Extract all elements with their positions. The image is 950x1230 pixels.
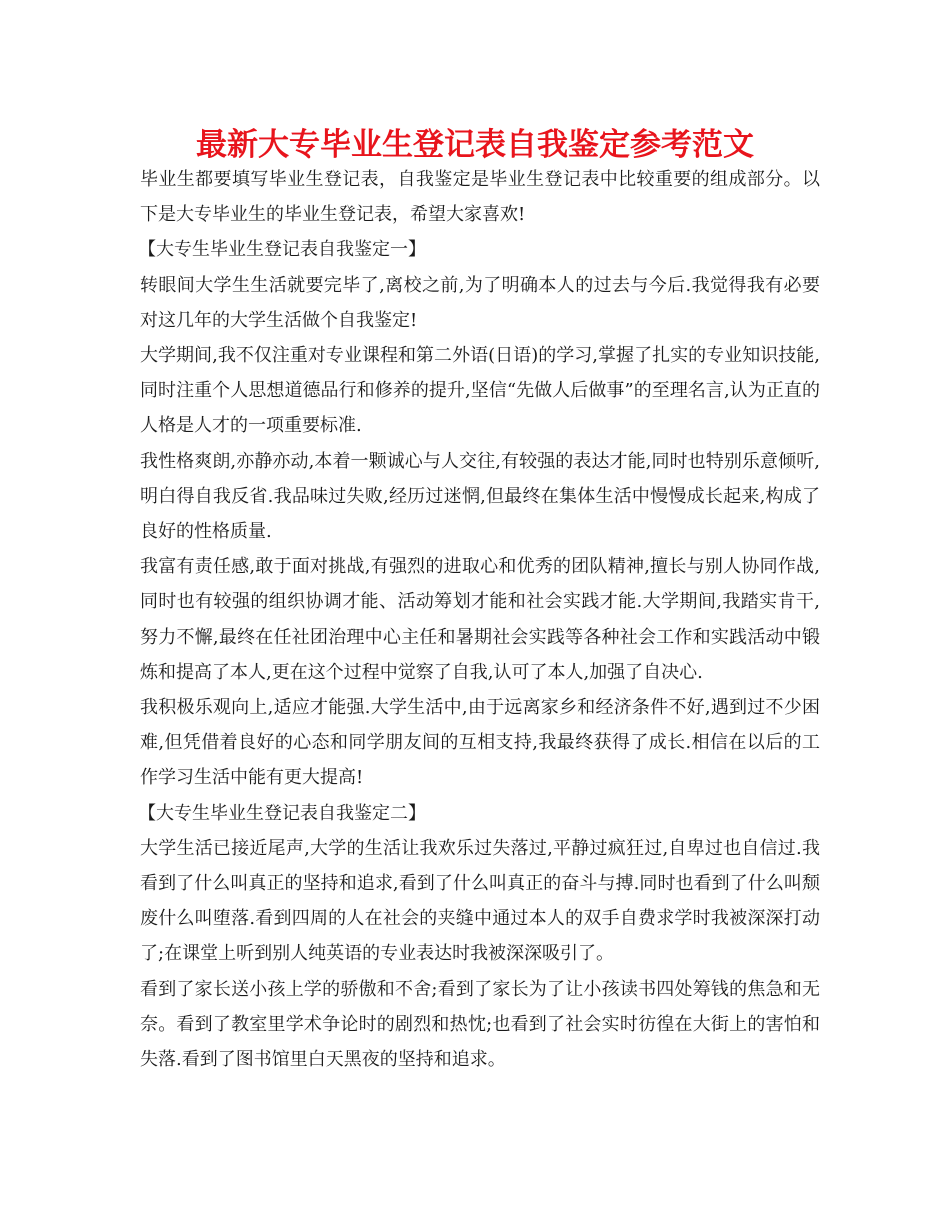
paragraph: 我富有责任感,敢于面对挑战,有强烈的进取心和优秀的团队精神,擅长与别人协同作战,同时也有较强的组织协调才能、活动筹划才能和社会实践才能.大学期间,我踏实肯干,努力不懈,最终在任社团治理中心主任和暑期社会实践等各种社会工作和实践活动中锻炼和提高了本人,更在这个过程中觉察了自我,认可了本人,加强了自决心. — [140, 556, 820, 683]
section-heading: 【大专生毕业生登记表自我鉴定一】 — [138, 239, 426, 261]
paragraph: 大学生活已接近尾声,大学的生活让我欢乐过失落过,平静过疯狂过,自卑过也自信过.我看到了什么叫真正的坚持和追求,看到了什么叫真正的奋斗与搏.同时也看到了什么叫颓废什么叫堕落.看到四周的人在社会的夹缝中通过本人的双手自费求学时我被深深打动了;在课堂上听到别人纯英语的专业表达时我被深深吸引了。 — [140, 837, 820, 965]
paragraph: 看到了家长送小孩上学的骄傲和不舍;看到了家长为了让小孩读书四处筹钱的焦急和无奈。看到了教室里学术争论时的剧烈和热忱;也看到了社会实时彷徨在大街上的害怕和失落.看到了图书馆里白天黑夜的坚持和追求。 — [140, 978, 820, 1071]
page-title: 最新大专毕业生登记表自我鉴定参考范文 — [196, 127, 754, 163]
paragraph: 我积极乐观向上,适应才能强.大学生活中,由于远离家乡和经济条件不好,遇到过不少困难,但凭借着良好的心态和同学朋友间的互相支持,我最终获得了成长.相信在以后的工作学习生活中能有更大提高! — [140, 697, 820, 789]
paragraph: 大学期间,我不仅注重对专业课程和第二外语(日语)的学习,掌握了扎实的专业知识技能,同时注重个人思想道德品行和修养的提升,坚信“先做人后做事”的至理名言,认为正直的人格是人才的一项重要标准. — [140, 345, 820, 437]
paragraph: 我性格爽朗,亦静亦动,本着一颗诚心与人交往,有较强的表达才能,同时也特别乐意倾听,明白得自我反省.我品味过失败,经历过迷惘,但最终在集体生活中慢慢成长起来,构成了良好的性格质量. — [140, 450, 820, 543]
paragraph: 毕业生都要填写毕业生登记表，自我鉴定是毕业生登记表中比较重要的组成部分。以下是大专毕业生的毕业生登记表，希望大家喜欢! — [140, 169, 820, 226]
paragraph: 转眼间大学生生活就要完毕了,离校之前,为了明确本人的过去与今后.我觉得我有必要对这几年的大学生活做个自我鉴定! — [140, 274, 820, 331]
document-body — [140, 162, 820, 1077]
section-heading: 【大专生毕业生登记表自我鉴定二】 — [138, 802, 426, 824]
